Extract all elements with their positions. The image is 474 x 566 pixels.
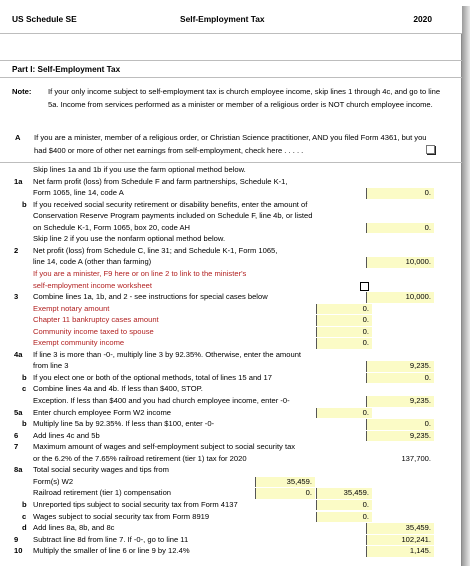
line-number: b: [22, 372, 27, 382]
inner-amount-field[interactable]: 35,459.: [316, 488, 372, 499]
line-description: Add lines 4c and 5b: [33, 430, 100, 440]
inner-amount-field[interactable]: 0.: [316, 315, 372, 326]
form-line-row: [0, 350, 462, 361]
form-line-row: [0, 281, 462, 292]
note-text: If your only income subject to self-employment tax is church employee income, skip lines 1 through 4c, and go to line 5a. Income from services performed as a minister or member of a religious order is NOT church employee income.: [48, 87, 441, 109]
line-number: 8a: [14, 465, 23, 475]
line-number: 7: [14, 442, 19, 452]
divider: [0, 162, 462, 163]
form-line-row: [0, 477, 462, 488]
form-line-row: [0, 188, 462, 199]
form-line-row: [0, 546, 462, 557]
line-amount-field[interactable]: 9,235.: [366, 361, 434, 372]
line-number: c: [22, 511, 27, 521]
line-description: Multiply the smaller of line 6 or line 9 by 12.4%: [33, 546, 190, 556]
form-line-row: [0, 512, 462, 523]
line-amount-field[interactable]: 35,459.: [366, 523, 434, 534]
line-description: Exempt community income: [33, 338, 125, 348]
form-line-row: [0, 165, 462, 176]
line-amount-field[interactable]: 1,145.: [366, 546, 434, 557]
line-number: 4a: [14, 349, 23, 359]
line-number: b: [22, 499, 27, 509]
inner-amount-field[interactable]: 0.: [316, 408, 372, 419]
form-line-row: [0, 315, 462, 326]
line-description: If you elect one or both of the optional methods, total of lines 15 and 17: [33, 372, 272, 382]
form-line-row: [0, 338, 462, 349]
form-title: Self-Employment Tax: [180, 14, 265, 24]
line-number: b: [22, 199, 27, 209]
inner-amount-field[interactable]: 0.: [316, 304, 372, 315]
line-description: Railroad retirement (tier 1) compensation: [33, 488, 172, 498]
line-description: Multiply line 5a by 92.35%. If less than $100, enter -0-: [33, 419, 215, 429]
line-number: 9: [14, 534, 19, 544]
line-number: 10: [14, 546, 23, 556]
line-description: Unreported tips subject to social security tax from Form 4137: [33, 499, 238, 509]
form-line-row: [0, 500, 462, 511]
line-description: from line 3: [33, 361, 69, 371]
line-description: Maximum amount of wages and self-employment subject to social security tax: [33, 442, 296, 452]
question-a-text: If you are a minister, member of a religious order, or Christian Science practitioner, AND you filed Form 4361, but you had $400 or more of other net earnings from self-employment, check here . . . . .: [34, 133, 427, 155]
line-description: Exception. If less than $400 and you had church employee income, enter -0-: [33, 396, 290, 405]
tax-year: 2020: [413, 14, 432, 24]
line-amount-field[interactable]: 0.: [366, 373, 434, 384]
inner-amount-field[interactable]: 0.: [316, 327, 372, 338]
form-line-row: [0, 211, 462, 222]
form-line-row: [0, 304, 462, 315]
window-shadow: [462, 6, 470, 566]
form-line-row: [0, 257, 462, 268]
line-description: Form 1065, line 14, code A: [33, 188, 124, 198]
line-number: 5a: [14, 407, 23, 417]
form-line-row: [0, 419, 462, 430]
line-number: b: [22, 419, 27, 429]
line-description: If line 3 is more than -0-, multiply line 3 by 92.35%. Otherwise, enter the amount: [33, 349, 302, 359]
line-description: Add lines 8a, 8b, and 8c: [33, 523, 115, 533]
form-line-row: [0, 523, 462, 534]
line-description: Form(s) W2: [33, 476, 74, 486]
line-number: 6: [14, 430, 19, 440]
line-description: self-employment income worksheet: [33, 280, 153, 290]
line-description: on Schedule K-1, Form 1065, box 20, code AH: [33, 222, 191, 232]
line-amount-field[interactable]: 0.: [366, 188, 434, 199]
line-description: Combine lines 4a and 4b. If less than $400, STOP.: [33, 384, 203, 394]
form-line-row: [0, 223, 462, 234]
line-description: Community income taxed to spouse: [33, 326, 154, 336]
line-description: Exempt notary amount: [33, 303, 110, 313]
line-description: Net profit (loss) from Schedule C, line 31; and Schedule K-1, Form 1065,: [33, 245, 278, 255]
form-line-row: [0, 361, 462, 372]
line-description: Subtract line 8d from line 7. If -0-, go to line 11: [33, 534, 189, 544]
line-amount-field[interactable]: 0.: [366, 419, 434, 430]
line-number: 3: [14, 292, 19, 302]
form-line-row: [0, 234, 462, 245]
line-amount-field: 137,700.: [401, 453, 431, 463]
line-description: Skip line 2 if you use the nonfarm optional method below.: [33, 234, 226, 244]
line-description: Conservation Reserve Program payments included on Schedule F, line 4b, or listed: [33, 211, 313, 221]
question-a-label: A: [15, 133, 21, 142]
line-description: If you received social security retirement or disability benefits, enter the amount of: [33, 199, 308, 209]
line-number: 1a: [14, 176, 23, 186]
inner-amount-field[interactable]: 0.: [316, 500, 372, 511]
line-description: Net farm profit (loss) from Schedule F and farm partnerships, Schedule K-1,: [33, 176, 288, 186]
line-description: or the 6.2% of the 7.65% railroad retirement (tier 1) tax for 2020: [33, 453, 247, 463]
line-description: Skip lines 1a and 1b if you use the farm optional method below.: [33, 165, 246, 174]
form-line-row: [0, 269, 462, 280]
sub-amount-field[interactable]: 0.: [255, 488, 315, 499]
form-line-row: [0, 431, 462, 442]
form-line-row: [0, 396, 462, 407]
note-label: Note:: [12, 87, 32, 96]
inner-amount-field[interactable]: 0.: [316, 512, 372, 523]
line-description: line 14, code A (other than farming): [33, 257, 152, 267]
line-amount-field[interactable]: 10,000.: [366, 292, 434, 303]
minister-worksheet-checkbox[interactable]: [360, 282, 369, 291]
line-description: Combine lines 1a, 1b, and 2 - see instructions for special cases below: [33, 292, 268, 302]
form-header: [0, 0, 462, 34]
sub-amount-field[interactable]: 35,459.: [255, 477, 315, 488]
form-line-row: [0, 488, 462, 499]
form-line-row: [0, 442, 462, 453]
line-description: Wages subject to social security tax from Form 8919: [33, 511, 210, 521]
form-line-row: [0, 200, 462, 211]
line-amount-field[interactable]: 9,235.: [366, 431, 434, 442]
line-description: If you are a minister, F9 here or on line 2 to link to the minister's: [33, 268, 247, 278]
form-line-row: [0, 177, 462, 188]
part-title: Part I: Self-Employment Tax: [0, 60, 462, 78]
line-number: d: [22, 523, 27, 533]
line-amount-field[interactable]: 102,241.: [366, 535, 434, 546]
form-line-row: [0, 465, 462, 476]
line-amount-field[interactable]: 10,000.: [366, 257, 434, 268]
line-number: 2: [14, 245, 19, 255]
form-line-row: [0, 454, 462, 465]
line-number: c: [22, 384, 27, 394]
line-description: Chapter 11 bankruptcy cases amount: [33, 315, 159, 325]
minister-checkbox[interactable]: [426, 145, 435, 154]
line-description: Total social security wages and tips from: [33, 465, 169, 475]
form-line-row: [0, 373, 462, 384]
line-description: Enter church employee Form W2 income: [33, 407, 172, 417]
line-amount-field[interactable]: 0.: [366, 223, 434, 234]
form-line-row: [0, 246, 462, 257]
line-amount-field[interactable]: 9,235.: [366, 396, 434, 407]
inner-amount-field[interactable]: 0.: [316, 338, 372, 349]
form-line-row: [0, 384, 462, 395]
form-line-row: [0, 327, 462, 338]
form-line-row: [0, 292, 462, 303]
form-line-row: [0, 408, 462, 419]
form-name: US Schedule SE: [12, 14, 77, 24]
form-line-row: [0, 535, 462, 546]
